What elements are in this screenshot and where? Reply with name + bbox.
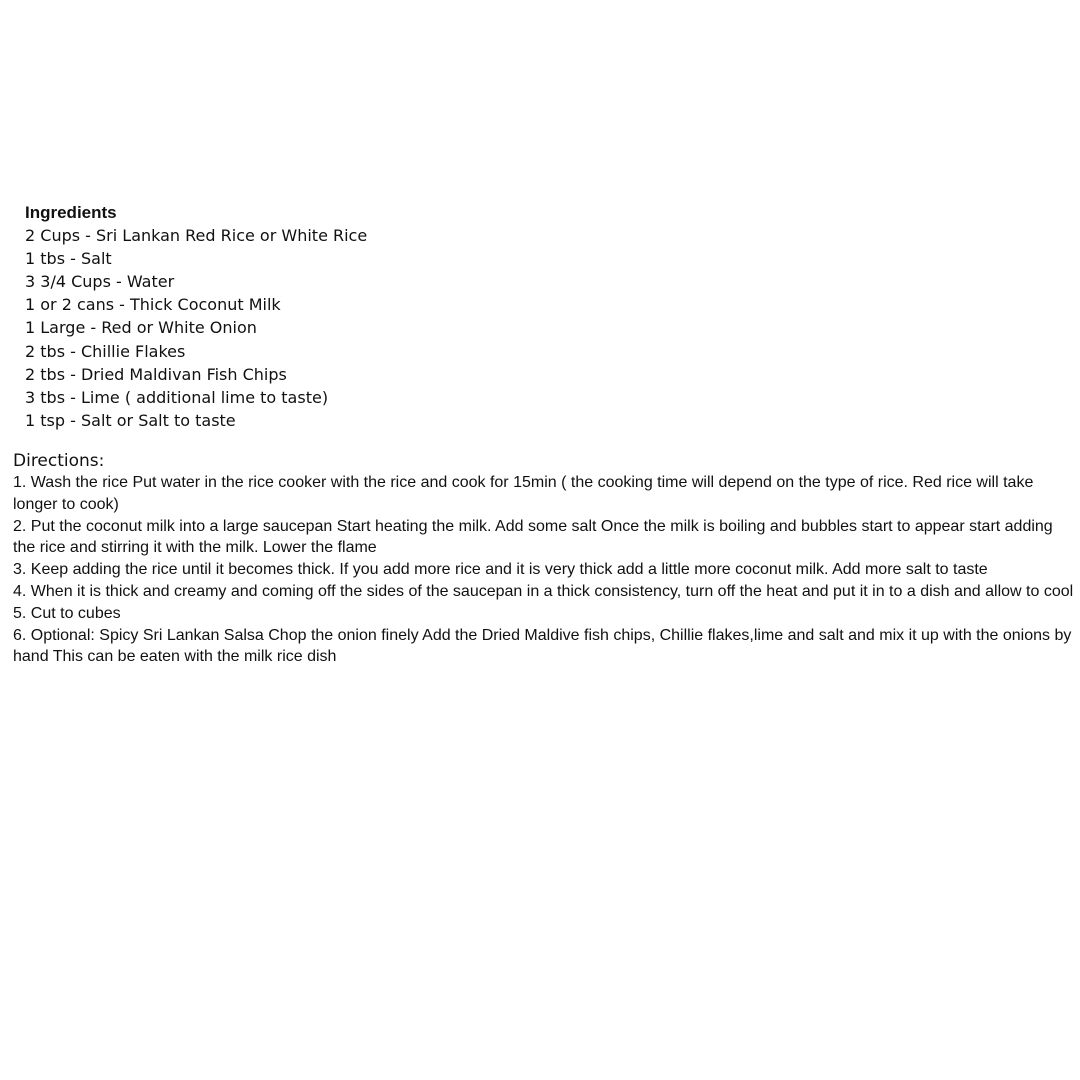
directions-section <box>13 451 1079 668</box>
ingredients-title: Ingredients <box>25 203 117 222</box>
ingredient-item: 3 3/4 Cups - Water <box>25 272 175 292</box>
direction-step: 1. Wash the rice Put water in the rice cooker with the rice and cook for 15min ( the cooking time will depend on the type of rice. Red rice will take longer to cook) <box>13 474 1034 513</box>
direction-step: 5. Cut to cubes <box>13 604 121 622</box>
ingredient-item: 2 tbs - Chillie Flakes <box>25 341 186 361</box>
ingredients-section <box>25 201 625 432</box>
direction-step: 6. Optional: Spicy Sri Lankan Salsa Chop the onion finely Add the Dried Maldive fish chips, Chillie flakes,lime and salt and mix it up with the onions by hand This can be eaten with the milk rice dish <box>13 626 1072 666</box>
direction-step: 2. Put the coconut milk into a large saucepan Start heating the milk. Add some salt Once the milk is boiling and bubbles start to appear start adding the rice and stirring it with the milk. Lower the flame <box>13 517 1053 557</box>
ingredient-item: 3 tbs - Lime ( additional lime to taste) <box>25 387 329 407</box>
ingredient-item: 2 Cups - Sri Lankan Red Rice or White Rice <box>25 226 368 246</box>
direction-step: 4. When it is thick and creamy and coming off the sides of the saucepan in a thick consistency, turn off the heat and put it in to a dish and allow to cool <box>13 582 1074 600</box>
directions-title: Directions: <box>13 451 105 471</box>
ingredient-item: 1 Large - Red or White Onion <box>25 318 257 338</box>
direction-step: 3. Keep adding the rice until it becomes thick. If you add more rice and it is very thick add a little more coconut milk. Add more salt to taste <box>13 561 988 579</box>
ingredient-item: 1 tbs - Salt <box>25 249 112 269</box>
ingredient-item: 1 tsp - Salt or Salt to taste <box>25 410 236 430</box>
ingredient-item: 2 tbs - Dried Maldivan Fish Chips <box>25 364 287 384</box>
ingredient-item: 1 or 2 cans - Thick Coconut Milk <box>25 295 281 315</box>
